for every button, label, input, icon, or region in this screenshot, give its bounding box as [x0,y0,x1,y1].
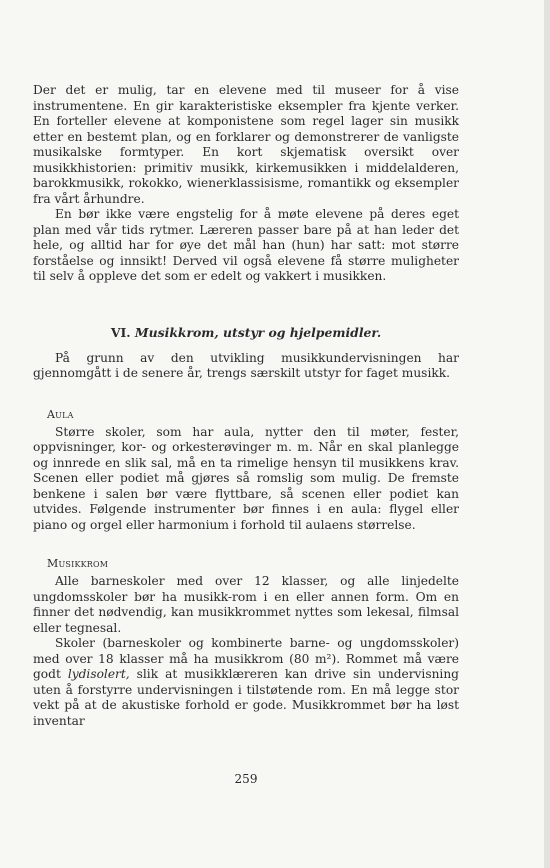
paragraph-musikkrom-2-end: slik at musikklæreren kan drive sin undervisning uten å forstyrre undervisningen i tilstøtende rom. En må legge stor vekt på at de akustiske forhold er gode. Musikkrommet bør ha løst inventar [33,667,459,728]
page-edge [544,0,550,868]
paragraph-musikkrom-2 [33,636,459,729]
section-title-text: Musikkrom, utstyr og hjelpemidler. [134,324,382,340]
paragraph-musikkrom-1: Alle barneskoler med over 12 klasser, og alle linjedelte ungdomsskoler bør ha musikk-rom i en eller annen form. Om en finner det nødvendig, kan musikkrommet nyttes som lekesal, filmsal eller tegnesal. [33,574,459,635]
section-heading [33,325,459,341]
paragraph-section-intro: På grunn av den utvikling musikkundervisningen har gjennomgått i de senere år, trengs særskilt utstyr for faget musikk. [33,350,459,380]
page-number: 259 [234,772,258,786]
paragraph-musikkrom-2-emphasis: lydisolert, [67,667,130,681]
section-number: VI. [110,324,131,340]
subheading-aula: Aula [47,407,74,421]
paragraph-intro-2: En bør ikke være engstelig for å møte elevene på deres eget plan med vår tids rytmer. Læreren passer bare på at han leder det hele, og alltid har for øye det mål han (hun) har satt: mot større forståelse og innsikt! Derved vil også elevene få større muligheter til selv å oppleve det som er edelt og vakkert i musikken. [33,207,459,283]
paragraph-musikkrom-2-start: Skoler (barneskoler og kombinerte barne- og ungdomsskoler) med over 18 klasser må ha musikkrom (80 m²). Rommet må være godt [33,636,459,681]
paragraph-aula: Større skoler, som har aula, nytter den til møter, fester, oppvisninger, kor- og orkesterøvinger m. m. Når en skal planlegge og innrede en slik sal, må en ta rimelige hensyn til musikkens krav. Scenen eller podiet må gjøres så romslig som mulig. De fremste benkene i salen bør være flyttbare, så scenen eller podiet kan utvides. Følgende instrumenter bør finnes i en aula: flygel eller piano og orgel eller harmonium i forhold til aulaens størrelse. [33,424,459,532]
paragraph-intro-1: Der det er mulig, tar en elevene med til museer for å vise instrumentene. En gir karakteristiske eksempler fra kjente verker. En forteller elevene at komponistene som regel lager sin musikk etter en bestemt plan, og en forklarer og demonstrerer de vanligste musikalske formtyper. En kort skjematisk oversikt over musikkhistorien: primitiv musikk, kirkemusikken i middelalderen, barokkmusikk, rokokko, wienerklassisisme, romantikk og eksempler fra vårt århundre. [33,83,459,206]
subheading-musikkrom: Musikkrom [47,557,109,570]
document-page [33,83,459,786]
